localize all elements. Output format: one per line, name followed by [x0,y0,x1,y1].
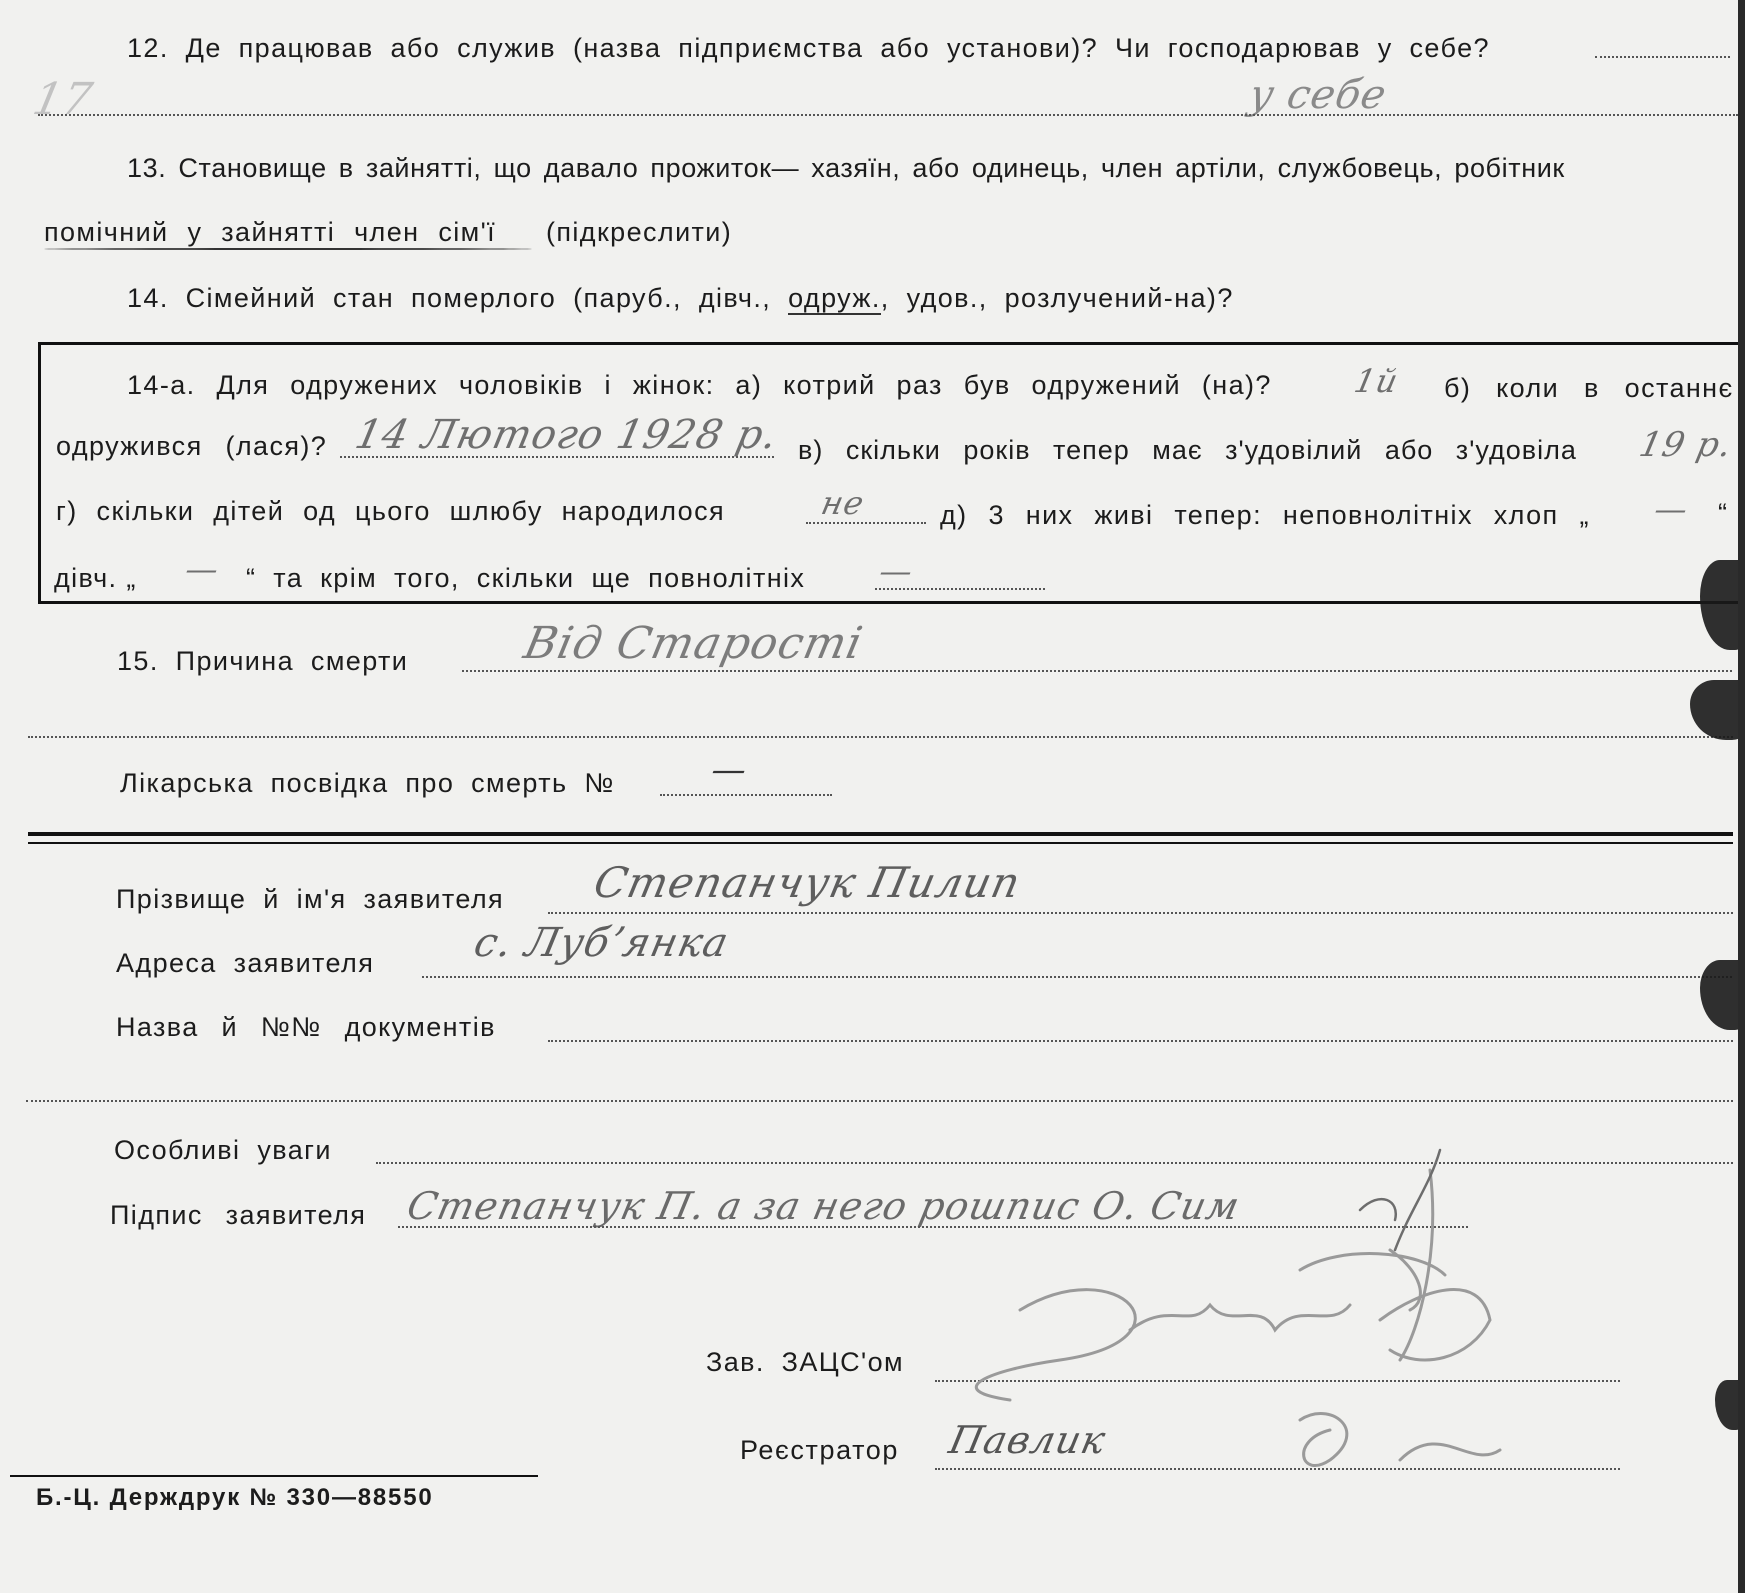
margin-note: 17 [28,74,98,125]
q13-label-line2: (підкреслити) [546,217,733,247]
q14a-married-label: одружився (лася)? [56,431,328,461]
applicant-address-line [422,976,1732,978]
special-notes-label: Особливі уваги [114,1135,332,1165]
applicant-signature-line [398,1226,1468,1228]
applicant-address-value: с. Лубʼянка [470,920,733,966]
q14-label-suffix: , удов., розлучений-на)? [880,283,1234,313]
double-rule-bottom [28,842,1733,844]
q14-selected-option: одруж. [788,283,881,313]
q14a-part-g: г) скільки дітей од цього шлюбу народилося [56,496,726,526]
right-edge-shadow [1738,0,1745,1593]
medical-certificate-answer: — [707,750,752,790]
q12-line-end [1595,56,1730,58]
applicant-address-label: Адреса заявителя [116,948,375,978]
registrar-signature: Павлик [945,1418,1110,1462]
zags-head-label: Зав. ЗАЦС'ом [706,1347,904,1377]
q14a-answer-adults: — [875,552,918,590]
q13-underline [44,248,532,250]
q14a-answer-girls: — [181,550,224,588]
q14a-answer-v: 19 р. [1635,425,1736,465]
special-notes-line [376,1162,1733,1164]
q12-answer: у себе [1245,72,1391,118]
q13-underlined-option: помічний у зайнятті член сім'ї [44,217,497,247]
registrar-label: Реєстратор [740,1435,900,1465]
q14a-answer-boys: — [1650,490,1693,528]
q12-answer-line [38,114,1738,116]
q12-label: 12. Де працював або служив (назва підприємства або установи)? Чи господарював у себе? [127,33,1490,63]
applicant-documents-line-2 [26,1100,1733,1102]
medical-certificate-label: Лікарська посвідка про смерть № [120,768,615,798]
q14a-answer-a: 1й [1350,362,1403,400]
q14a-part-a: 14-а. Для одружених чоловіків і жінок: а) котрий раз був одружений (на)? [127,370,1272,400]
q14a-answer-g: не [817,484,869,522]
applicant-name-label: Прізвище й ім'я заявителя [116,884,505,914]
q14-label-prefix: 14. Сімейний стан померлого (паруб., дівч., [127,283,772,313]
q14a-answer-b-line [340,456,774,458]
q15-line [462,670,1732,672]
medical-certificate-line [660,794,832,796]
printer-imprint: Б.-Ц. Держдрук № 330—88550 [36,1484,434,1511]
registrar-line [935,1468,1620,1470]
q15-answer: Від Старості [519,618,868,669]
q14a-boys-close: “ [1718,498,1729,528]
applicant-signature-label: Підпис заявителя [110,1200,367,1230]
torn-edge-2 [1690,680,1745,740]
q14a-answer-g-line [806,522,926,524]
q14a-part-d: д) 3 них живі тепер: неповнолітніх хлоп „ [940,500,1590,530]
footer-rule [10,1475,538,1477]
applicant-documents-label: Назва й №№ документів [116,1012,496,1042]
applicant-signature-value: Степанчук П. а за него рошпис О. Сим [403,1184,1244,1228]
q14a-part-b: б) коли в останнє [1444,373,1734,403]
q15-label: 15. Причина смерти [117,646,409,676]
q14a-part-v: в) скільки років тепер має з'удовілий або з'удовіла [798,435,1577,465]
applicant-documents-line [548,1040,1733,1042]
zags-head-line [935,1380,1620,1382]
q14a-girls-close: “ та крім того, скільки ще повнолітніх [246,563,806,593]
q14a-girls-label: дівч. „ [54,563,137,593]
q13-label-line1: 13. Становище в зайнятті, що давало прожиток— хазяїн, або одинець, член артіли, службовець, робітник [127,153,1565,183]
applicant-name-line [548,912,1733,914]
applicant-name-value: Степанчук Пилип [589,858,1026,907]
q14a-answer-adults-line [875,588,1045,590]
double-rule-top [28,832,1733,836]
q14a-answer-b: 14 Лютого 1928 р. [351,412,782,458]
q14-label [127,285,1234,312]
q15-line-2 [28,736,1733,738]
